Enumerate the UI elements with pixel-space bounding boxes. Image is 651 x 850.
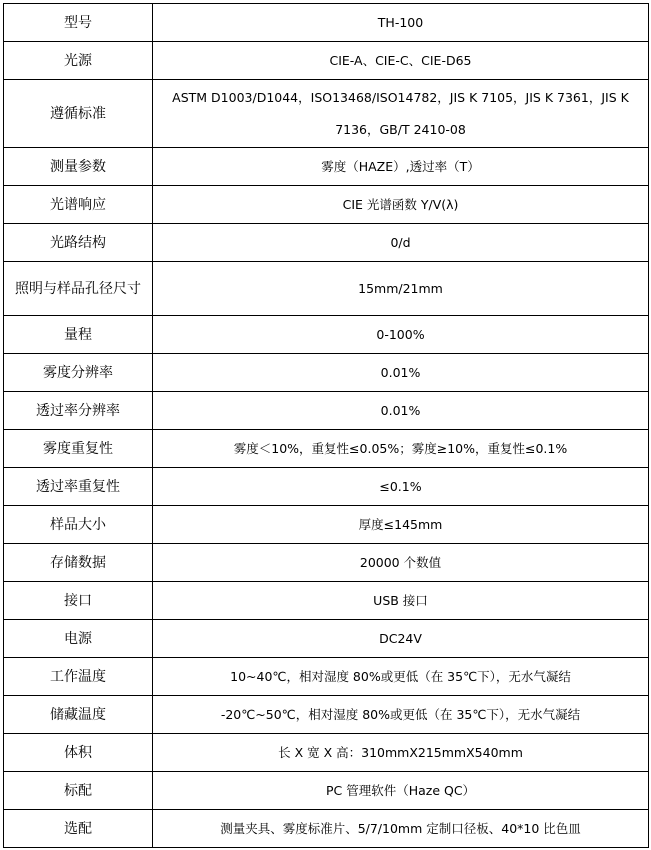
row-label-storage: 存储数据 <box>4 544 153 582</box>
row-value-light-source: CIE-A、CIE-C、CIE-D65 <box>153 42 649 80</box>
spec-table <box>3 3 649 848</box>
table-row <box>4 4 649 42</box>
row-label-interface: 接口 <box>4 582 153 620</box>
table-row <box>4 468 649 506</box>
row-label-parameters: 测量参数 <box>4 148 153 186</box>
row-value-interface: USB 接口 <box>153 582 649 620</box>
row-value-aperture: 15mm/21mm <box>153 262 649 316</box>
row-label-aperture: 照明与样品孔径尺寸 <box>4 262 153 316</box>
row-label-range: 量程 <box>4 316 153 354</box>
row-value-range: 0-100% <box>153 316 649 354</box>
table-row <box>4 772 649 810</box>
row-value-spectral-response: CIE 光谱函数 Y/V(λ) <box>153 186 649 224</box>
row-value-standards: ASTM D1003/D1044，ISO13468/ISO14782，JIS K 7105，JIS K 7361，JIS K 7136，GB/T 2410-08 <box>153 80 649 148</box>
table-row <box>4 80 649 148</box>
row-value-model: TH-100 <box>153 4 649 42</box>
row-value-operating-temperature: 10~40℃，相对湿度 80%或更低（在 35℃下），无水气凝结 <box>153 658 649 696</box>
table-row <box>4 430 649 468</box>
row-label-spectral-response: 光谱响应 <box>4 186 153 224</box>
table-row <box>4 582 649 620</box>
row-label-transmittance-repeatability: 透过率重复性 <box>4 468 153 506</box>
table-row <box>4 544 649 582</box>
table-row <box>4 354 649 392</box>
row-label-transmittance-resolution: 透过率分辨率 <box>4 392 153 430</box>
table-row <box>4 316 649 354</box>
row-value-transmittance-resolution: 0.01% <box>153 392 649 430</box>
row-value-optional-accessories: 测量夹具、雾度标准片、5/7/10mm 定制口径板、40*10 比色皿 <box>153 810 649 848</box>
row-value-dimensions: 长 X 宽 X 高：310mmX215mmX540mm <box>153 734 649 772</box>
row-label-standards: 遵循标准 <box>4 80 153 148</box>
row-value-standard-accessories: PC 管理软件（Haze QC） <box>153 772 649 810</box>
table-row <box>4 506 649 544</box>
row-value-parameters: 雾度（HAZE）,透过率（T） <box>153 148 649 186</box>
row-label-sample-size: 样品大小 <box>4 506 153 544</box>
row-label-haze-repeatability: 雾度重复性 <box>4 430 153 468</box>
row-label-dimensions: 体积 <box>4 734 153 772</box>
row-label-haze-resolution: 雾度分辨率 <box>4 354 153 392</box>
table-row <box>4 810 649 848</box>
row-value-transmittance-repeatability: ≤0.1% <box>153 468 649 506</box>
table-row <box>4 620 649 658</box>
row-label-storage-temperature: 储藏温度 <box>4 696 153 734</box>
row-value-storage-temperature: -20℃~50℃，相对湿度 80%或更低（在 35℃下），无水气凝结 <box>153 696 649 734</box>
row-label-optional-accessories: 选配 <box>4 810 153 848</box>
row-value-haze-repeatability: 雾度＜10%，重复性≤0.05%；雾度≥10%，重复性≤0.1% <box>153 430 649 468</box>
row-label-optical-structure: 光路结构 <box>4 224 153 262</box>
table-row <box>4 262 649 316</box>
table-row <box>4 392 649 430</box>
row-value-storage: 20000 个数值 <box>153 544 649 582</box>
table-row <box>4 186 649 224</box>
row-value-haze-resolution: 0.01% <box>153 354 649 392</box>
table-row <box>4 224 649 262</box>
row-label-operating-temperature: 工作温度 <box>4 658 153 696</box>
row-value-sample-size: 厚度≤145mm <box>153 506 649 544</box>
row-label-standard-accessories: 标配 <box>4 772 153 810</box>
table-row <box>4 42 649 80</box>
table-row <box>4 658 649 696</box>
row-value-optical-structure: 0/d <box>153 224 649 262</box>
table-row <box>4 696 649 734</box>
row-label-light-source: 光源 <box>4 42 153 80</box>
table-row <box>4 734 649 772</box>
row-label-model: 型号 <box>4 4 153 42</box>
table-row <box>4 148 649 186</box>
row-label-power: 电源 <box>4 620 153 658</box>
row-value-power: DC24V <box>153 620 649 658</box>
